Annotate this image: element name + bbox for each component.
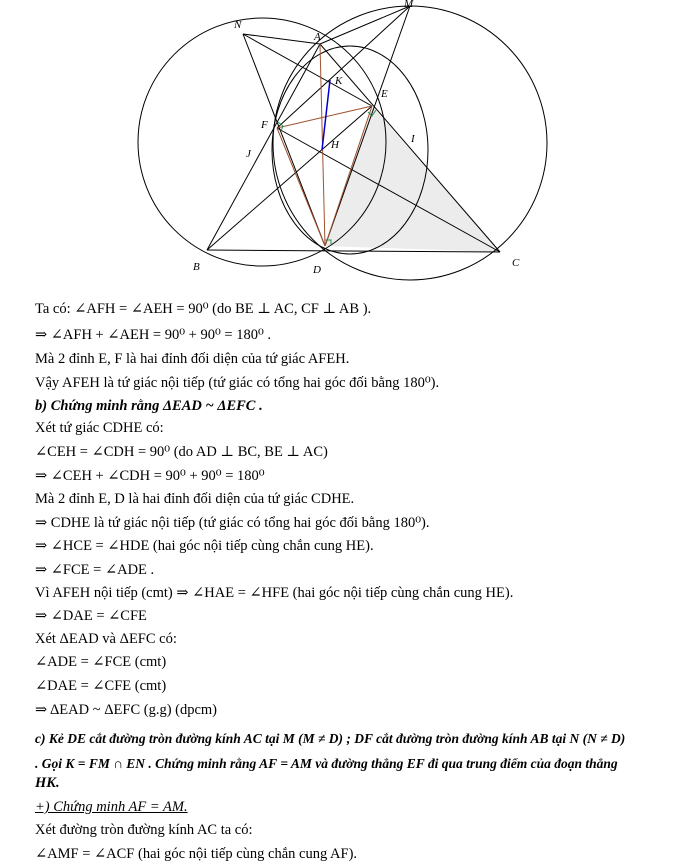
label-C: C xyxy=(512,257,520,269)
subsection-heading: +) Chứng minh AF = AM. xyxy=(35,799,188,815)
text-line: ∠CEH = ∠CDH = 90⁰ (do AD ⊥ BC, BE ⊥ AC) xyxy=(35,444,328,460)
text-line: Xét đường tròn đường kính AC ta có: xyxy=(35,822,253,838)
label-A: A xyxy=(314,31,321,43)
segment-HK xyxy=(322,80,330,150)
label-H: H xyxy=(331,139,339,151)
text-line: Mà 2 đỉnh E, D là hai đỉnh đối diện của tứ giác CDHE. xyxy=(35,491,355,507)
text-line: ⇒ ∠HCE = ∠HDE (hai góc nội tiếp cùng chắn cung HE). xyxy=(35,538,374,554)
text-line: ∠AMF = ∠ACF (hai góc nội tiếp cùng chắn cung AF). xyxy=(35,846,358,862)
text-line: Vì AFEH nội tiếp (cmt) ⇒ ∠HAE = ∠HFE (hai góc nội tiếp cùng chắn cung HE). xyxy=(35,585,514,601)
label-M: M xyxy=(404,0,414,10)
label-D: D xyxy=(313,264,321,276)
text-line: ⇒ ∠AFH + ∠AEH = 90⁰ + 90⁰ = 180⁰ . xyxy=(35,327,272,343)
text-line: Xét ΔEAD và ΔEFC có: xyxy=(35,631,177,647)
label-J: J xyxy=(246,148,251,160)
label-K: K xyxy=(335,75,343,87)
section-heading-c-end: HK. xyxy=(35,775,60,791)
shaded-triangle xyxy=(325,106,500,252)
text-line: ⇒ ∠DAE = ∠CFE xyxy=(35,608,147,624)
text-line: ⇒ ∠CEH + ∠CDH = 90⁰ + 90⁰ = 180⁰ xyxy=(35,468,265,484)
text-line: ⇒ ∠FCE = ∠ADE . xyxy=(35,562,155,578)
label-B: B xyxy=(193,261,200,273)
label-E: E xyxy=(381,88,388,100)
text-line: Xét tứ giác CDHE có: xyxy=(35,420,164,436)
text-line: Vậy AFEH là tứ giác nội tiếp (tứ giác có tổng hai góc đối bằng 180⁰). xyxy=(35,375,440,391)
label-F: F xyxy=(261,119,268,131)
geometry-figure xyxy=(0,0,700,290)
section-heading-c-cont: . Gọi K = FM ∩ EN . Chứng minh rằng AF = AM và đường thẳng EF đi qua trung điểm của đoạn thẳng xyxy=(35,756,618,771)
text-line: ∠DAE = ∠CFE (cmt) xyxy=(35,678,167,694)
section-heading-b: b) Chứng minh rằng ΔEAD ~ ΔEFC . xyxy=(35,398,263,414)
text-line: ∠ADE = ∠FCE (cmt) xyxy=(35,654,167,670)
label-I: I xyxy=(411,133,415,145)
text-line: ⇒ CDHE là tứ giác nội tiếp (tứ giác có tổng hai góc đối bằng 180⁰). xyxy=(35,515,430,531)
text-line: ⇒ ΔEAD ~ ΔEFC (g.g) (dpcm) xyxy=(35,702,218,718)
label-N: N xyxy=(234,19,242,31)
text-line: Mà 2 đỉnh E, F là hai đỉnh đối diện của tứ giác AFEH. xyxy=(35,351,350,367)
section-heading-c: c) Kẻ DE cắt đường tròn đường kính AC tại M (M ≠ D) ; DF cắt đường tròn đường kính AB tại N (N ≠ D) xyxy=(35,731,626,746)
text-line: Ta có: ∠AFH = ∠AEH = 90⁰ (do BE ⊥ AC, CF ⊥ AB ). xyxy=(35,301,372,317)
